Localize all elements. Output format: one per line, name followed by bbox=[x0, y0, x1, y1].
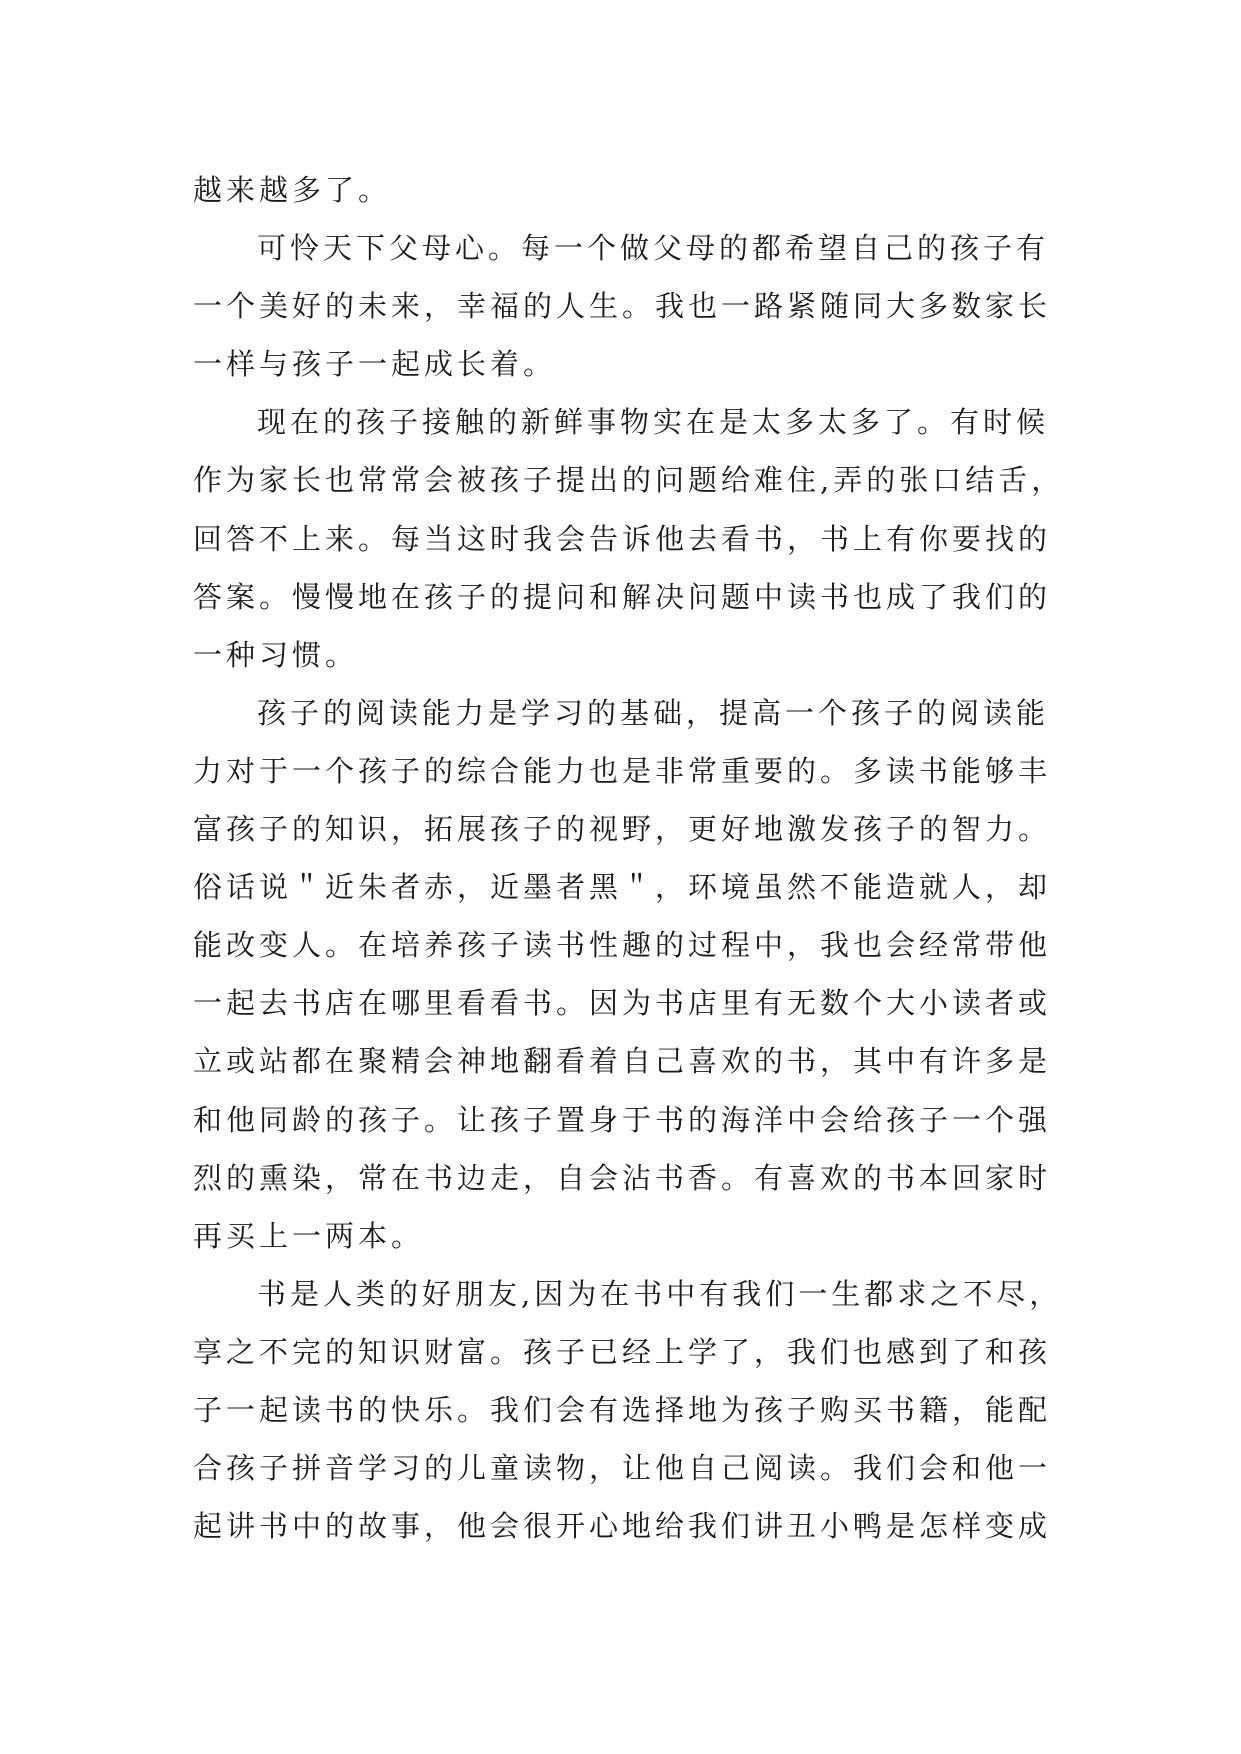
text-line: 回答不上来。每当这时我会告诉他去看书，书上有你要找的 bbox=[193, 521, 1052, 556]
text-line: 作为家长也常常会被孩子提出的问题给难住,弄的张口结舌， bbox=[193, 463, 1065, 498]
text-line: 力对于一个孩子的综合能力也是非常重要的。多读书能够丰 bbox=[193, 753, 1052, 788]
text-line: 富孩子的知识，拓展孩子的视野，更好地激发孩子的智力。 bbox=[193, 812, 1052, 847]
text-line: 烈的熏染，常在书边走，自会沾书香。有喜欢的书本回家时 bbox=[193, 1160, 1052, 1195]
text-line: 孩子的阅读能力是学习的基础，提高一个孩子的阅读能 bbox=[257, 695, 1050, 730]
text-line: 立或站都在聚精会神地翻看着自己喜欢的书，其中有许多是 bbox=[193, 1044, 1052, 1079]
text-line: 越来越多了。 bbox=[193, 173, 392, 207]
text-line: 享之不完的知识财富。孩子已经上学了，我们也感到了和孩 bbox=[193, 1334, 1052, 1369]
text-line: 起讲书中的故事，他会很开心地给我们讲丑小鸭是怎样变成 bbox=[193, 1509, 1052, 1544]
text-line: 合孩子拼音学习的儿童读物，让他自己阅读。我们会和他一 bbox=[193, 1451, 1052, 1486]
text-line: 一起去书店在哪里看看书。因为书店里有无数个大小读者或 bbox=[193, 986, 1052, 1021]
body-text bbox=[193, 161, 1065, 1555]
text-line: 一样与孩子一起成长着。 bbox=[193, 347, 557, 382]
text-line: 子一起读书的快乐。我们会有选择地为孩子购买书籍，能配 bbox=[193, 1392, 1052, 1427]
text-line: 和他同龄的孩子。让孩子置身于书的海洋中会给孩子一个强 bbox=[193, 1102, 1052, 1137]
text-line: 一个美好的未来，幸福的人生。我也一路紧随同大多数家长 bbox=[193, 289, 1052, 324]
text-line: 一种习惯。 bbox=[193, 637, 359, 672]
text-line: 现在的孩子接触的新鲜事物实在是太多太多了。有时候 bbox=[257, 405, 1050, 440]
text-line: 再买上一两本。 bbox=[193, 1218, 425, 1253]
text-line: 俗话说＂近朱者赤，近墨者黑＂，环境虽然不能造就人，却 bbox=[193, 870, 1052, 905]
text-line: 能改变人。在培养孩子读书性趣的过程中，我也会经常带他 bbox=[193, 928, 1052, 963]
text-line: 书是人类的好朋友,因为在书中有我们一生都求之不尽， bbox=[257, 1276, 1063, 1311]
text-line: 可怜天下父母心。每一个做父母的都希望自己的孩子有 bbox=[257, 231, 1050, 266]
text-line: 答案。慢慢地在孩子的提问和解决问题中读书也成了我们的 bbox=[193, 579, 1052, 614]
